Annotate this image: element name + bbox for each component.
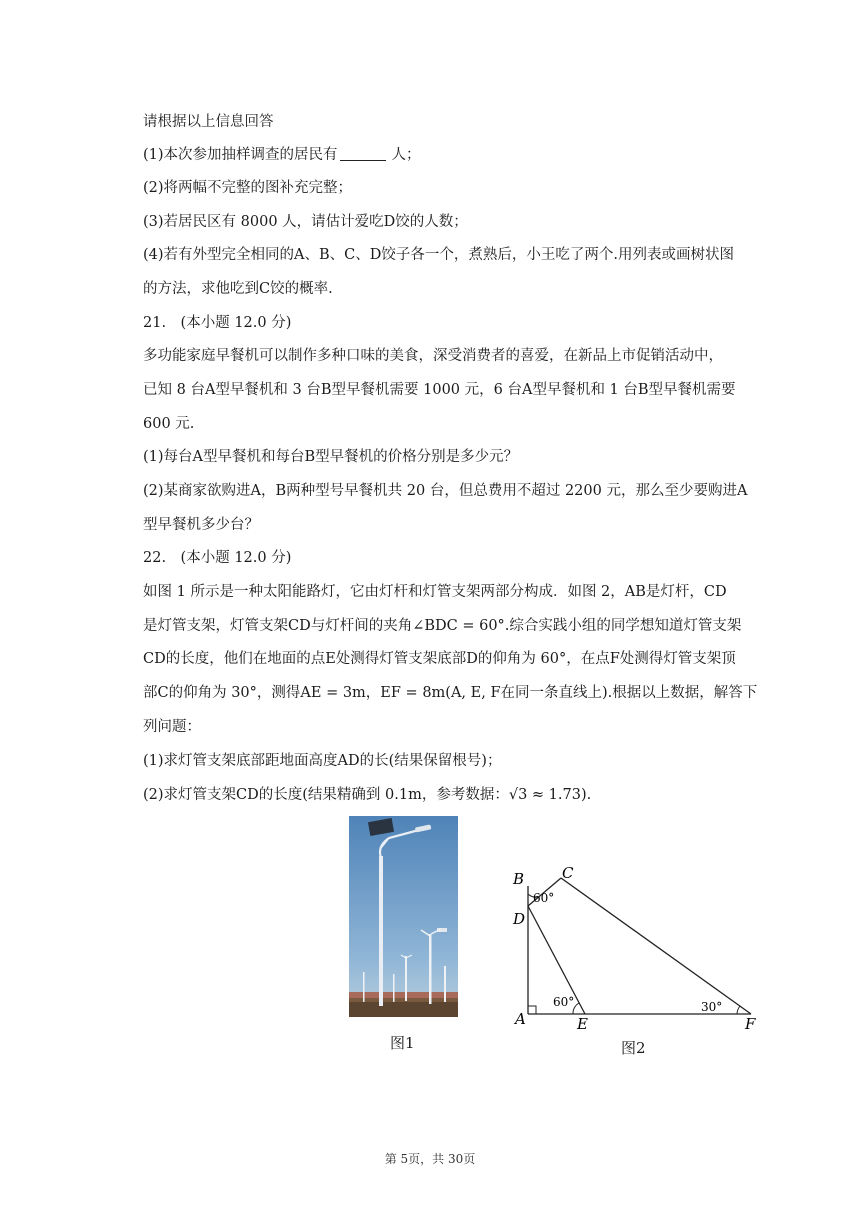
q22-line1: 如图 1 所示是一种太阳能路灯，它由灯杆和灯管支架两部分构成．如图 2，AB是灯杆，CD [143, 584, 727, 600]
q21-line1: 多功能家庭早餐机可以制作多种口味的美食，深受消费者的喜爱，在新品上市促销活动中， [143, 348, 723, 364]
q22-line2: 是灯管支架，灯管支架CD与灯杆间的夹角∠BDC = 60°.综合实践小组的同学想知道灯管支架 [143, 618, 742, 634]
label-f: F [745, 1015, 756, 1033]
q22-sub1: (1)求灯管支架底部距地面高度AD的长(结果保留根号)； [143, 753, 502, 769]
q20-part4-line1: (4)若有外型完全相同的A、B、C、D饺子各一个，煮熟后，小王吃了两个.用列表或画树状图 [143, 247, 734, 263]
q22-header: 22. (本小题 12.0 分) [143, 550, 292, 566]
page-footer: 第 5页，共 30页 [384, 1152, 476, 1166]
right-angle-mark [528, 1006, 536, 1014]
q22-sub2: (2)求灯管支架CD的长度(结果精确到 0.1m，参考数据：√3 ≈ 1.73). [143, 787, 592, 803]
q21-line3: 600 元. [143, 416, 195, 432]
answer-blank [340, 146, 386, 161]
q20-part1-unit: 人； [391, 147, 421, 163]
q20-part1-text: (1)本次参加抽样调查的居民有 [143, 147, 338, 163]
segment-cf [561, 878, 751, 1014]
label-b: B [513, 870, 525, 888]
street-lamp-photo [349, 816, 458, 1017]
label-d: D [513, 910, 526, 928]
angle-f-label: 30° [701, 1000, 723, 1014]
angle-e-label: 60° [553, 995, 575, 1009]
label-a: A [515, 1010, 526, 1028]
label-c: C [562, 866, 574, 882]
q21-line2: 已知 8 台A型早餐机和 3 台B型早餐机需要 1000 元，6 台A型早餐机和 1 台B型早餐机需要 [143, 382, 736, 398]
q20-part4-line2: 的方法，求他吃到C饺的概率. [143, 281, 333, 297]
angle-bdc-label: 60° [533, 891, 555, 905]
q21-sub2-line1: (2)某商家欲购进A，B两种型号早餐机共 20 台，但总费用不超过 2200 元，那么至少要购进A [143, 483, 748, 499]
label-e: E [577, 1015, 588, 1033]
q21-header: 21. (本小题 12.0 分) [143, 315, 292, 331]
q22-line5: 列问题： [143, 719, 201, 735]
q20-part3: (3)若居民区有 8000 人，请估计爱吃D饺的人数； [143, 214, 468, 230]
angle-arc-f [737, 1006, 740, 1014]
q22-line4: 部C的仰角为 30°，测得AE = 3m，EF = 8m(A, E, F在同一条直线上).根据以上数据，解答下 [143, 685, 758, 701]
intro-text: 请根据以上信息回答 [143, 114, 274, 130]
q21-sub1: (1)每台A型早餐机和每台B型早餐机的价格分别是多少元？ [143, 449, 519, 465]
q21-sub2-line2: 型早餐机多少台？ [143, 517, 259, 533]
figure2-caption: 图2 [621, 1039, 646, 1057]
figure1-caption: 图1 [390, 1034, 415, 1052]
geometry-figure [505, 866, 765, 1056]
q22-line3: CD的长度，他们在地面的点E处测得灯管支架底部D的仰角为 60°，在点F处测得灯管支架顶 [143, 651, 736, 667]
q20-part1 [143, 145, 421, 165]
q20-part2: (2)将两幅不完整的图补充完整； [143, 180, 353, 196]
